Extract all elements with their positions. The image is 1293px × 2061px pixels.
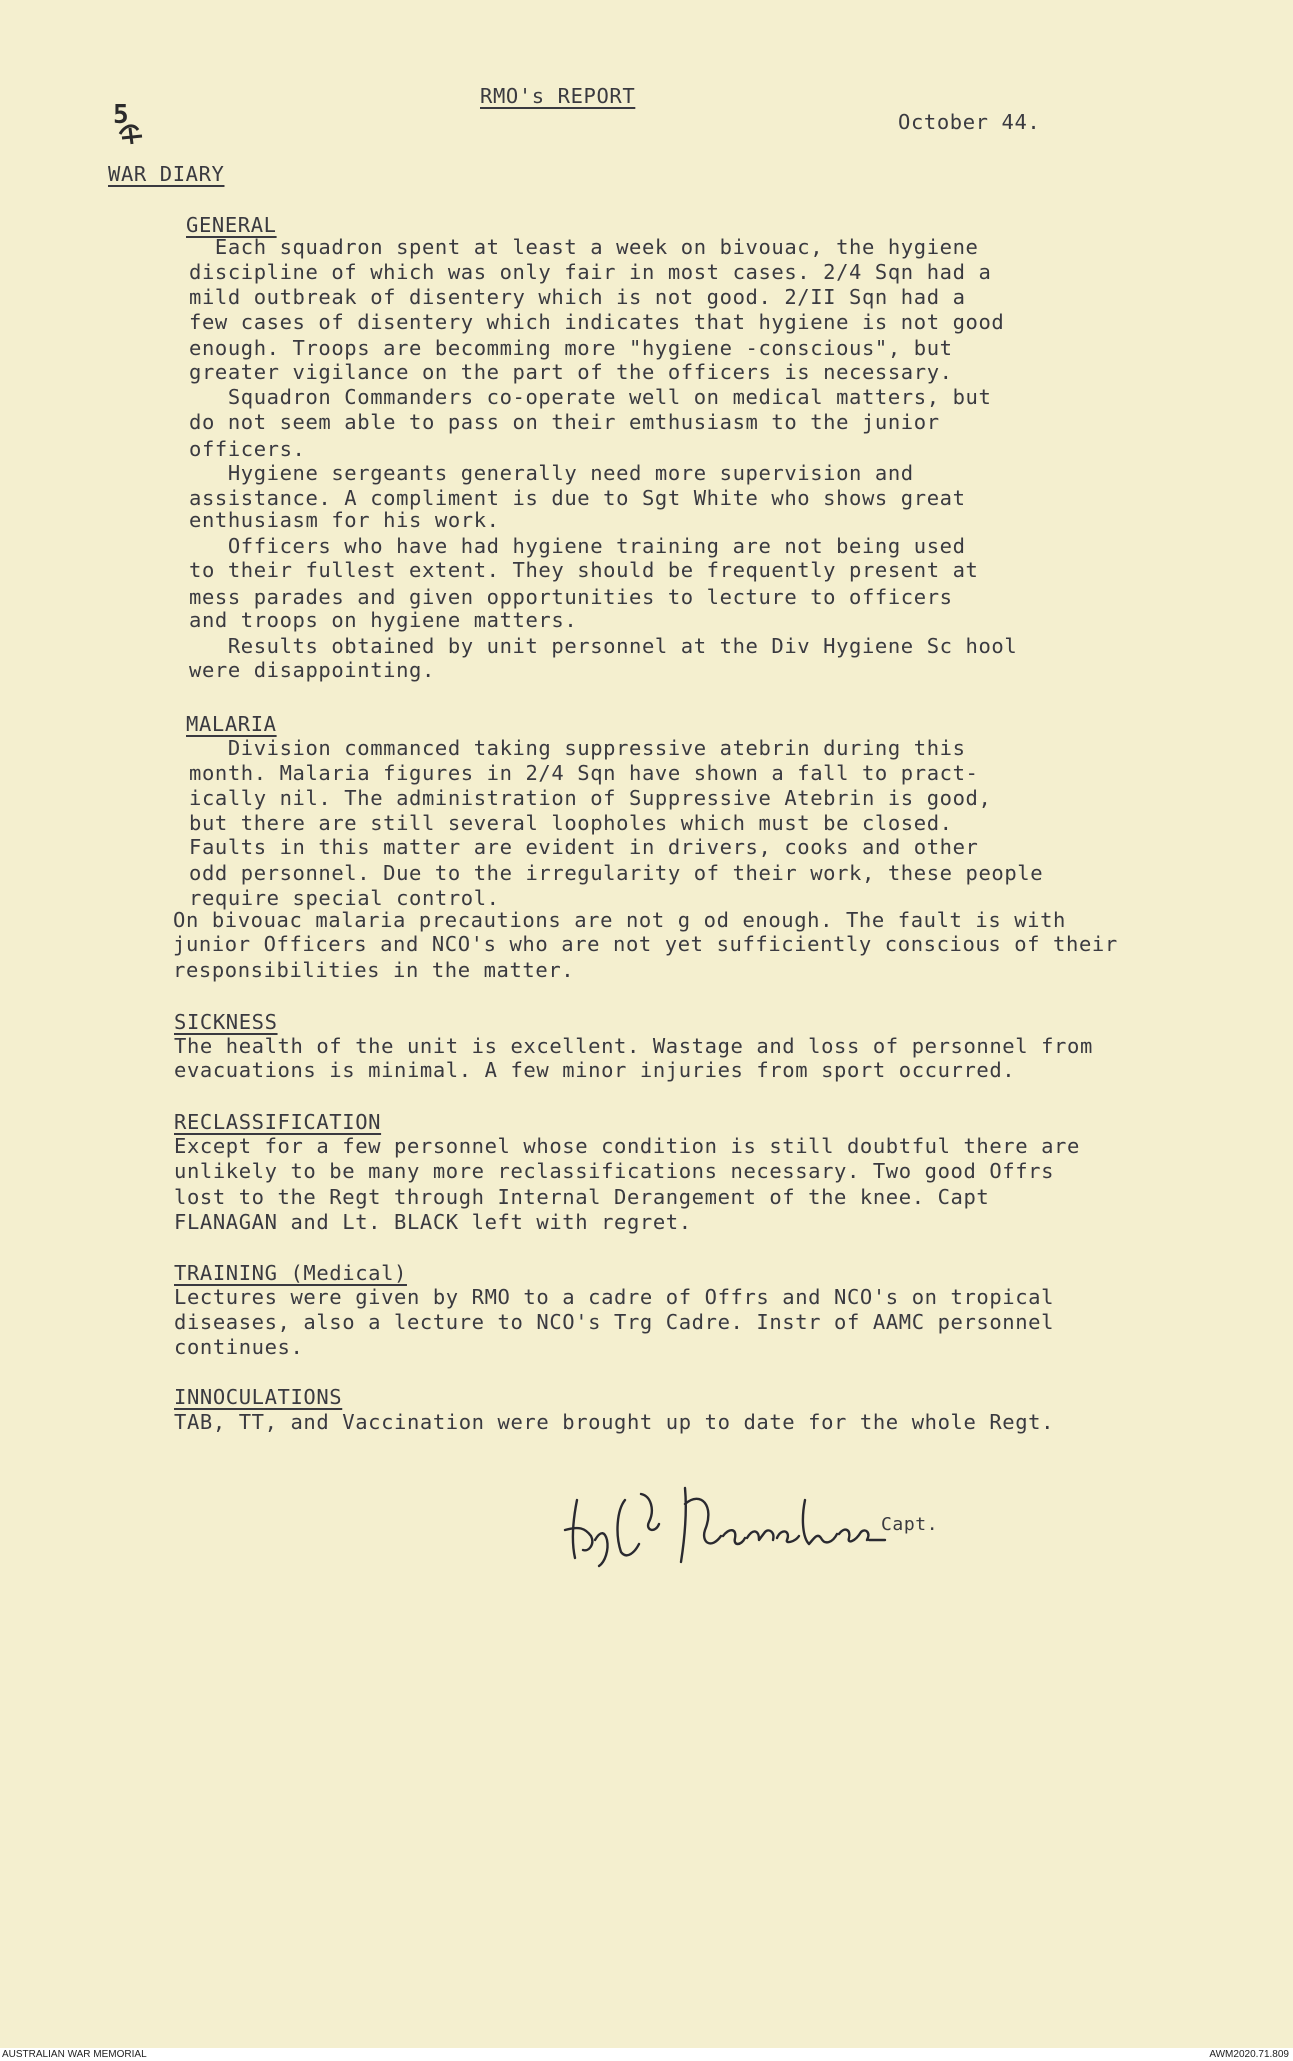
text-line: lost to the Regt through Internal Derangement of the knee. Capt: [174, 1185, 990, 1209]
text-line: odd personnel. Due to the irregularity of their work, these people: [189, 861, 1044, 885]
text-line: greater vigilance on the part of the officers is necessary.: [189, 360, 953, 384]
archive-credit: AUSTRALIAN WAR MEMORIAL: [2, 2049, 147, 2060]
section-heading-sickness: SICKNESS: [174, 1010, 278, 1034]
text-line: but there are still several loopholes which must be closed.: [189, 811, 953, 835]
text-line: and troops on hygiene matters.: [189, 608, 578, 632]
text-line: The health of the unit is excellent. Wastage and loss of personnel from: [174, 1034, 1093, 1058]
text-line: Squadron Commanders co-operate well on medical matters, but: [189, 385, 992, 409]
text-line: Faults in this matter are evident in drivers, cooks and other: [189, 835, 979, 859]
text-line: Except for a few personnel whose condition is still doubtful there are: [174, 1134, 1080, 1158]
text-line: responsibilities in the matter.: [173, 958, 575, 982]
text-line: enough. Troops are becomming more "hygiene -conscious", but: [189, 336, 953, 360]
report-title: RMO's REPORT: [480, 84, 636, 108]
text-line: do not seem able to pass on their emthusiasm to the junior: [189, 410, 940, 434]
section-heading-reclassification: RECLASSIFICATION: [174, 1110, 382, 1134]
text-line: Each squadron spent at least a week on bivouac, the hygiene: [189, 235, 979, 259]
text-line: continues.: [174, 1335, 304, 1359]
folio-mark: 5: [113, 100, 129, 130]
war-diary-label: WAR DIARY: [108, 162, 225, 186]
text-line: junior Officers and NCO's who are not yet sufficiently conscious of their: [173, 932, 1118, 956]
text-line: Lectures were given by RMO to a cadre of Offrs and NCO's on tropical: [174, 1285, 1055, 1309]
text-line: Division commanced taking suppressive atebrin during this: [189, 736, 966, 760]
text-line: ically nil. The administration of Suppressive Atebrin is good,: [189, 786, 992, 810]
folio-scribble-icon: [116, 120, 150, 146]
text-line: discipline of which was only fair in most cases. 2/4 Sqn had a: [189, 260, 992, 284]
text-line: assistance. A compliment is due to Sgt White who shows great: [189, 486, 966, 510]
section-heading-innoculations: INNOCULATIONS: [174, 1385, 343, 1409]
section-heading-general: GENERAL: [186, 213, 277, 237]
archive-footer: [0, 2048, 1293, 2061]
text-line: Officers who have had hygiene training are not being used: [189, 534, 966, 558]
text-line: Results obtained by unit personnel at the Div Hygiene Sc hool: [189, 634, 1018, 658]
signature-rank: Capt.: [881, 1514, 939, 1535]
text-line: were disappointing.: [189, 658, 435, 682]
archive-id: AWM2020.71.809: [1209, 2049, 1289, 2060]
text-line: Hygiene sergeants generally need more supervision and: [189, 461, 914, 485]
text-line: FLANAGAN and Lt. BLACK left with regret.: [174, 1210, 692, 1234]
text-line: enthusiasm for his work.: [189, 508, 500, 532]
section-heading-training: TRAINING (Medical): [174, 1261, 407, 1285]
text-line: to their fullest extent. They should be frequently present at: [189, 558, 979, 582]
text-line: mess parades and given opportunities to lecture to officers: [189, 585, 953, 609]
text-line: On bivouac malaria precautions are not g od enough. The fault is with: [173, 908, 1067, 932]
report-date: October 44.: [898, 110, 1041, 134]
text-line: TAB, TT, and Vaccination were brought up to date for the whole Regt.: [174, 1410, 1055, 1434]
text-line: diseases, also a lecture to NCO's Trg Cadre. Instr of AAMC personnel: [174, 1310, 1055, 1334]
text-line: month. Malaria figures in 2/4 Sqn have shown a fall to pract-: [189, 761, 979, 785]
text-line: require special control.: [189, 886, 500, 910]
text-line: unlikely to be many more reclassifications necessary. Two good Offrs: [174, 1159, 1055, 1183]
text-line: officers.: [189, 437, 306, 461]
section-heading-malaria: MALARIA: [186, 712, 277, 736]
text-line: few cases of disentery which indicates that hygiene is not good: [189, 310, 1005, 334]
text-line: evacuations is minimal. A few minor injuries from sport occurred.: [174, 1058, 1016, 1082]
text-line: mild outbreak of disentery which is not good. 2/II Sqn had a: [189, 285, 966, 309]
